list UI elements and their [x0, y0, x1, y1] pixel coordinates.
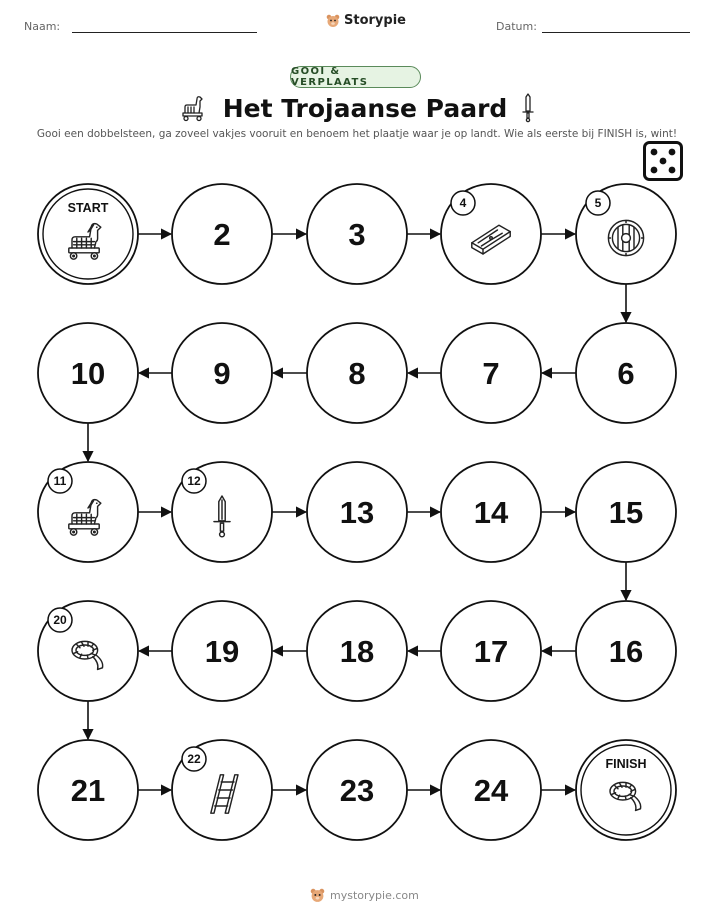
- space-number: 18: [339, 634, 375, 669]
- board-space[interactable]: [38, 462, 138, 562]
- space-number: 24: [473, 773, 509, 808]
- board-space[interactable]: [172, 601, 272, 701]
- brand-name: Storypie: [344, 13, 406, 28]
- board-space[interactable]: [172, 462, 272, 562]
- board-space[interactable]: [441, 323, 541, 423]
- space-number: 21: [70, 773, 106, 808]
- space-number: 10: [70, 356, 106, 391]
- space-number: 19: [204, 634, 240, 669]
- space-number: 5: [594, 196, 602, 210]
- board-space[interactable]: [307, 601, 407, 701]
- footer: [310, 888, 419, 903]
- bear-icon: [310, 888, 325, 903]
- board-space[interactable]: [307, 462, 407, 562]
- space-number: 9: [213, 356, 231, 391]
- board-space[interactable]: [441, 184, 541, 284]
- footer-url[interactable]: mystorypie.com: [330, 889, 419, 902]
- board-space[interactable]: [576, 323, 676, 423]
- board-space[interactable]: [441, 740, 541, 840]
- space-number: 2: [213, 217, 231, 252]
- space-label: START: [67, 201, 109, 215]
- board-space[interactable]: [307, 323, 407, 423]
- board-space[interactable]: [441, 601, 541, 701]
- board-space[interactable]: [38, 740, 138, 840]
- board-space[interactable]: [38, 323, 138, 423]
- space-circle: [38, 184, 138, 284]
- start-space[interactable]: [38, 184, 138, 284]
- board-space[interactable]: [576, 601, 676, 701]
- board-space[interactable]: [172, 323, 272, 423]
- game-type-badge: GOOI & VERPLAATS: [290, 66, 421, 88]
- board-space[interactable]: [576, 184, 676, 284]
- space-number: 12: [187, 474, 201, 488]
- page-title: Het Trojaanse Paard: [222, 93, 508, 123]
- space-number: 13: [339, 495, 375, 530]
- board-space[interactable]: [576, 462, 676, 562]
- space-number: 8: [348, 356, 366, 391]
- board-space[interactable]: [172, 184, 272, 284]
- space-number: 6: [617, 356, 635, 391]
- date-label: Datum:: [496, 20, 537, 33]
- space-number: 17: [473, 634, 509, 669]
- space-number: 20: [53, 613, 67, 627]
- instructions-text: Gooi een dobbelsteen, ga zoveel vakjes vooruit en benoem het plaatje waar je op landt. Wie als eerste bij FINISH is, wint!: [36, 128, 678, 140]
- space-number: 4: [459, 196, 467, 210]
- board-space[interactable]: [441, 462, 541, 562]
- board-space[interactable]: [172, 740, 272, 840]
- space-number: 15: [608, 495, 644, 530]
- board-space[interactable]: [38, 601, 138, 701]
- board-space[interactable]: [307, 740, 407, 840]
- space-number: 14: [473, 495, 509, 530]
- name-label: Naam:: [24, 20, 61, 33]
- space-number: 11: [53, 474, 67, 488]
- board-space[interactable]: [307, 184, 407, 284]
- space-number: 22: [187, 752, 201, 766]
- space-number: 7: [482, 356, 500, 391]
- space-label: FINISH: [605, 757, 647, 771]
- finish-space[interactable]: [576, 740, 676, 840]
- space-number: 16: [608, 634, 644, 669]
- space-number: 23: [339, 773, 375, 808]
- space-number: 3: [348, 217, 366, 252]
- space-circle: [576, 740, 676, 840]
